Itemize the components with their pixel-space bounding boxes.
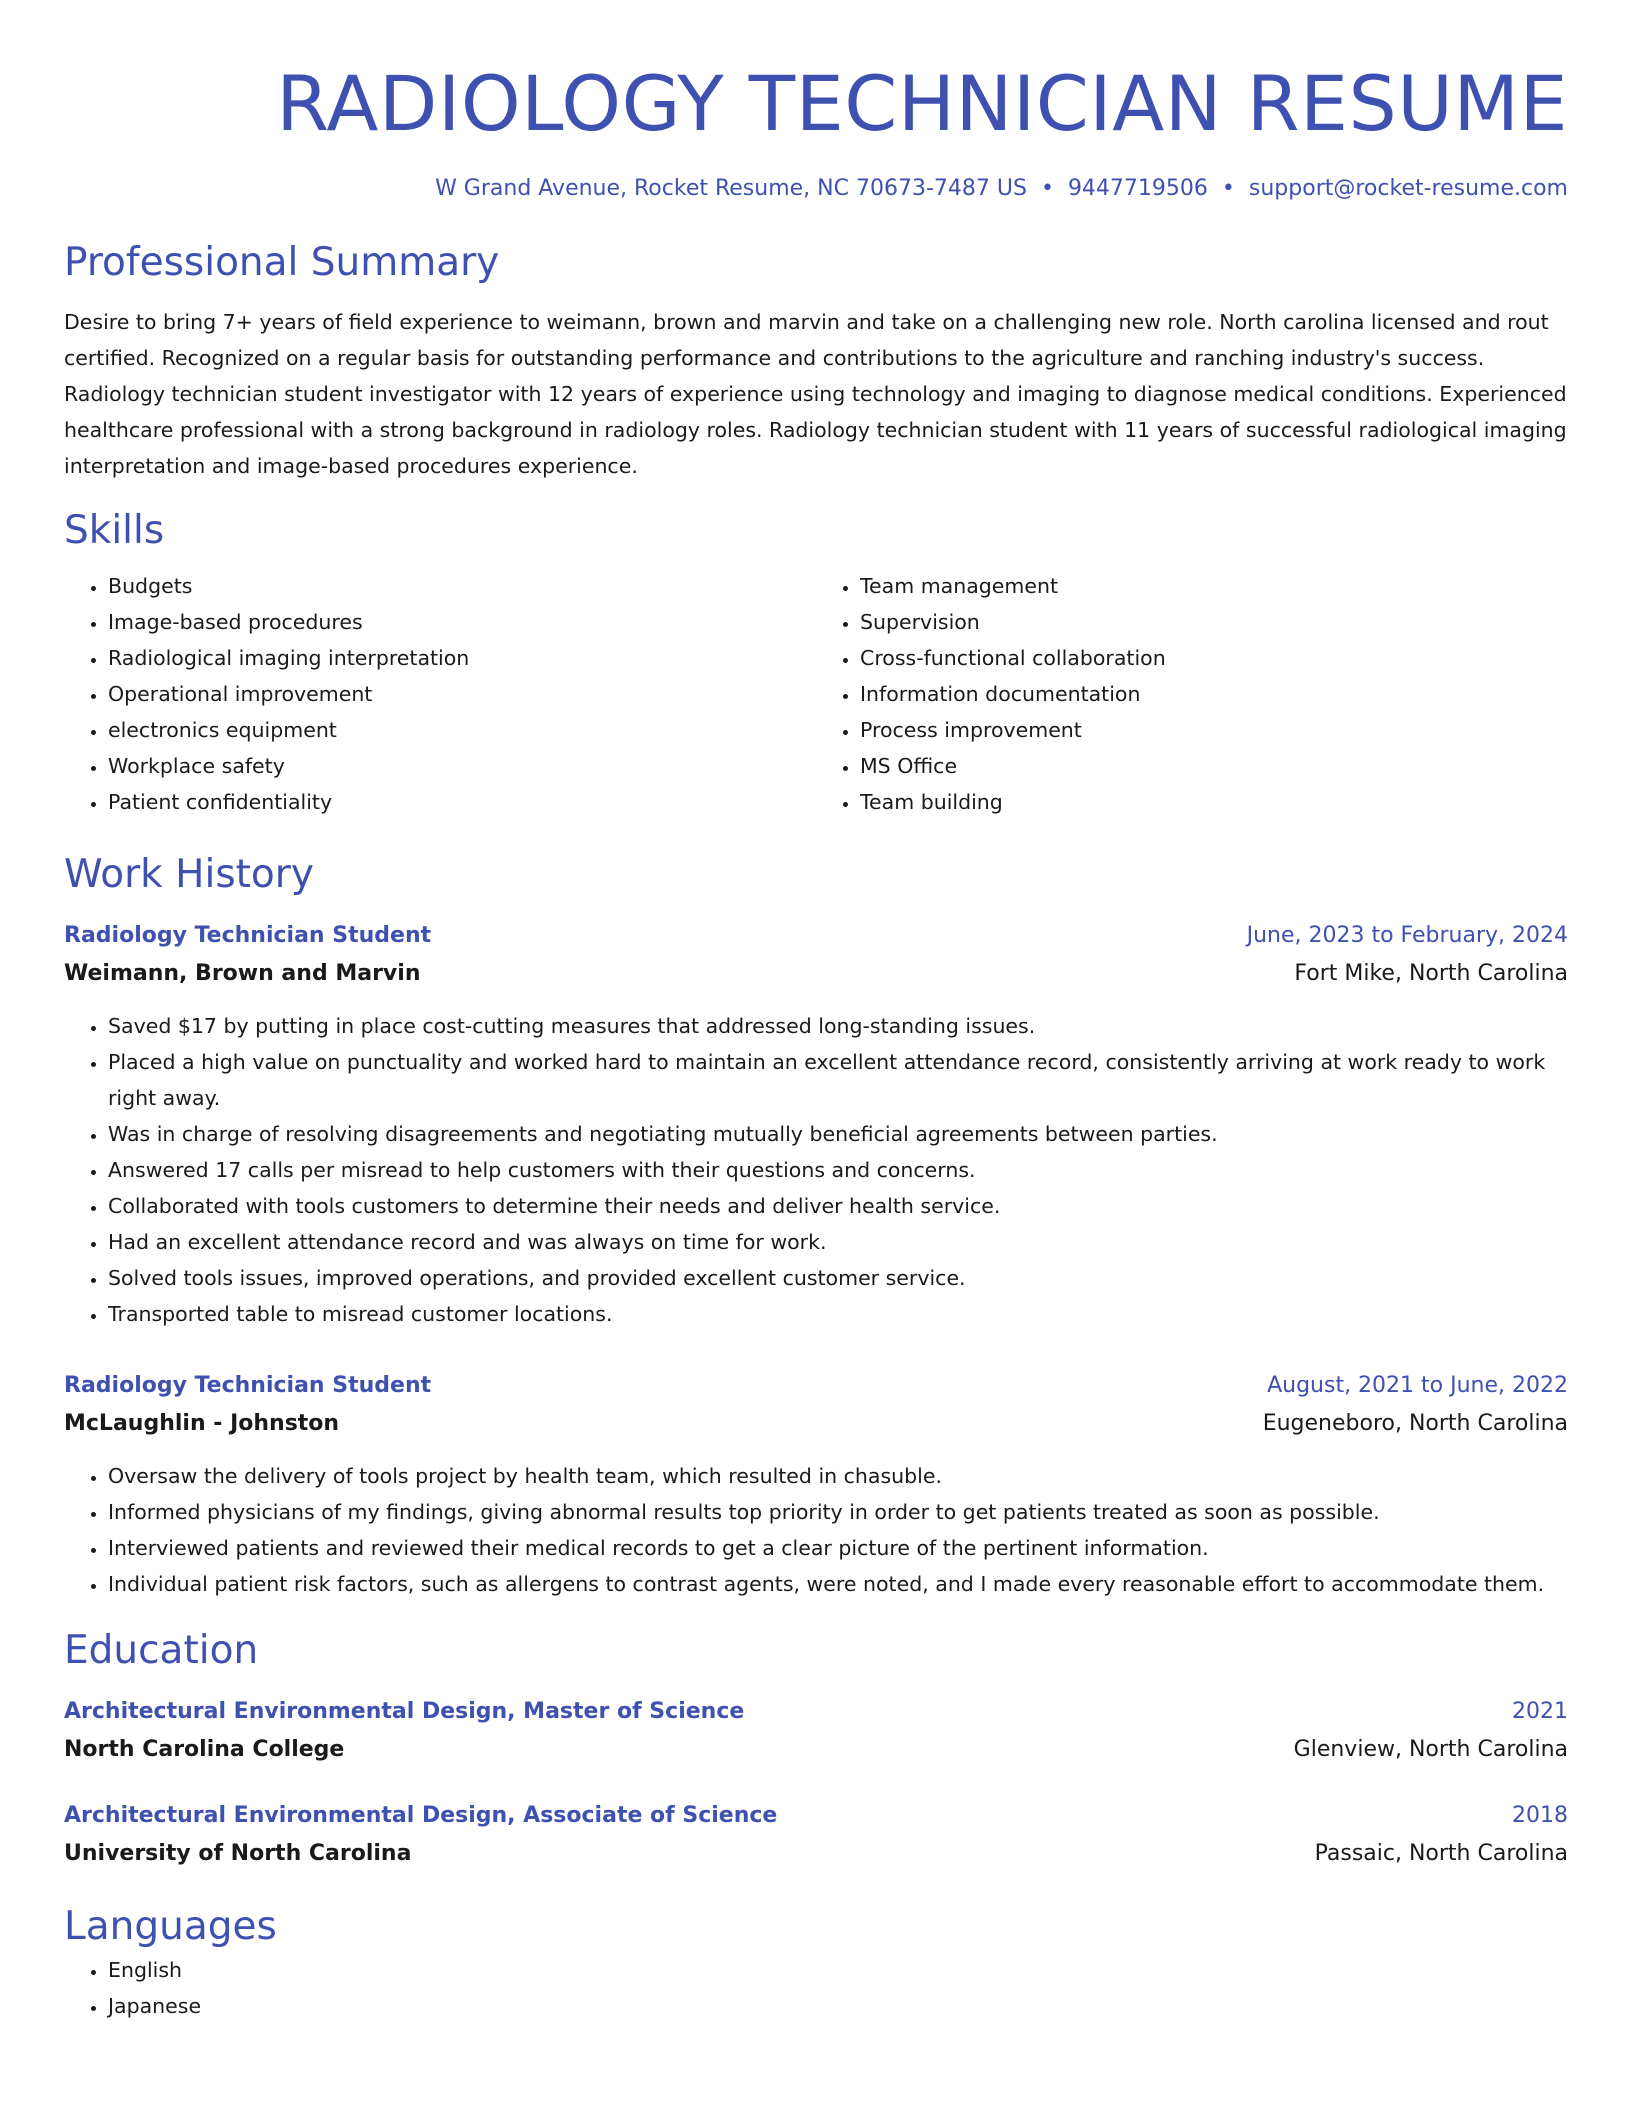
skill-item: • Cross-functional collaboration (860, 640, 1568, 676)
skill-item: • Team building (860, 784, 1568, 820)
job-location: Fort Mike, North Carolina (1294, 961, 1568, 986)
job-bullet: • Individual patient risk factors, such as allergens to contrast agents, were noted, and I made every reasonable effort to accommodate them. (108, 1566, 1568, 1602)
section-title-professional-summary: Professional Summary (64, 240, 500, 285)
education-entry (64, 1798, 1568, 1874)
skill-item: • Radiological imaging interpretation (108, 640, 816, 676)
contact-phone: 9447719506 (1067, 176, 1208, 201)
skills-column-right (816, 568, 1568, 820)
job-title: Radiology Technician Student (64, 1373, 432, 1398)
job-dates: August, 2021 to June, 2022 (1267, 1373, 1568, 1398)
job-bullet: • Placed a high value on punctuality and worked hard to maintain an excellent attendance record, consistently arriving at work ready to work right away. (108, 1044, 1568, 1116)
job-bullet: • Informed physicians of my findings, giving abnormal results top priority in order to get patients treated as soon as possible. (108, 1494, 1568, 1530)
job-company: Weimann, Brown and Marvin (64, 961, 421, 986)
skill-item: • MS Office (860, 748, 1568, 784)
education-entry-subheader (64, 1834, 1568, 1874)
school-name: University of North Carolina (64, 1841, 412, 1866)
language-item: • Japanese (108, 1988, 1568, 2024)
job-bullet: • Saved $17 by putting in place cost-cutting measures that addressed long-standing issues. (108, 1008, 1568, 1044)
skill-item: • Supervision (860, 604, 1568, 640)
job-company: McLaughlin - Johnston (64, 1411, 340, 1436)
degree: Architectural Environmental Design, Associate of Science (64, 1803, 778, 1828)
section-title-education: Education (64, 1628, 259, 1673)
job-bullet: • Transported table to misread customer locations. (108, 1296, 1568, 1332)
job-bullet: • Interviewed patients and reviewed their medical records to get a clear picture of the pertinent information. (108, 1530, 1568, 1566)
school-location: Passaic, North Carolina (1314, 1841, 1568, 1866)
skill-item: • Image-based procedures (108, 604, 816, 640)
work-entry (64, 1368, 1568, 1602)
skill-item: • Team management (860, 568, 1568, 604)
graduation-year: 2018 (1512, 1803, 1568, 1828)
school-name: North Carolina College (64, 1737, 345, 1762)
resume-title: RADIOLOGY TECHNICIAN RESUME (276, 59, 1568, 148)
work-entry-subheader (64, 954, 1568, 994)
language-item: • English (108, 1952, 1568, 1988)
section-title-skills: Skills (64, 508, 165, 553)
degree: Architectural Environmental Design, Master of Science (64, 1699, 745, 1724)
job-bullet: • Answered 17 calls per misread to help customers with their questions and concerns. (108, 1152, 1568, 1188)
skill-item: • Operational improvement (108, 676, 816, 712)
work-entry-subheader (64, 1404, 1568, 1444)
section-title-work-history: Work History (64, 852, 314, 897)
work-entry-header (64, 918, 1568, 954)
skill-item: • Patient confidentiality (108, 784, 816, 820)
job-bullets (64, 1008, 1568, 1332)
skill-item: • Workplace safety (108, 748, 816, 784)
job-bullet: • Solved tools issues, improved operations, and provided excellent customer service. (108, 1260, 1568, 1296)
job-bullet: • Oversaw the delivery of tools project by health team, which resulted in chasuble. (108, 1458, 1568, 1494)
skill-item: • electronics equipment (108, 712, 816, 748)
resume-header (64, 56, 1568, 204)
job-bullet: • Collaborated with tools customers to determine their needs and deliver health service. (108, 1188, 1568, 1224)
contact-separator: • (1040, 176, 1054, 201)
work-entry-header (64, 1368, 1568, 1404)
education-entry-subheader (64, 1730, 1568, 1770)
section-title-languages: Languages (64, 1904, 277, 1949)
summary-text: Desire to bring 7+ years of field experience to weimann, brown and marvin and take on a challenging new role. North carolina licensed and rout certified. Recognized on a regular basis for outstanding performance and contributions to the agriculture and ranching industry's success. Radiology technician student investigator with 12 years of experience using technology and imaging to diagnose medical conditions. Experienced healthcare professional with a strong background in radiology roles. Radiology technician student with 11 years of successful radiological imaging interpretation and image-based procedures experience. (64, 310, 1567, 478)
job-title: Radiology Technician Student (64, 923, 432, 948)
work-entry (64, 918, 1568, 1332)
contact-separator: • (1221, 176, 1235, 201)
job-bullet: • Had an excellent attendance record and was always on time for work. (108, 1224, 1568, 1260)
job-location: Eugeneboro, North Carolina (1262, 1411, 1568, 1436)
job-bullets (64, 1458, 1568, 1602)
skills-column-left (64, 568, 816, 820)
school-location: Glenview, North Carolina (1293, 1737, 1568, 1762)
skill-item: • Process improvement (860, 712, 1568, 748)
education-entry (64, 1694, 1568, 1770)
skill-item: • Information documentation (860, 676, 1568, 712)
education-entry-header (64, 1798, 1568, 1834)
contact-address: W Grand Avenue, Rocket Resume, NC 70673-7487 US (435, 176, 1027, 201)
contact-line (64, 174, 1568, 204)
job-bullet: • Was in charge of resolving disagreements and negotiating mutually beneficial agreements between parties. (108, 1116, 1568, 1152)
graduation-year: 2021 (1512, 1699, 1568, 1724)
skill-item: • Budgets (108, 568, 816, 604)
skills-list (64, 568, 1568, 820)
education-entry-header (64, 1694, 1568, 1730)
languages-list (64, 1952, 1568, 2024)
job-dates: June, 2023 to February, 2024 (1246, 923, 1568, 948)
contact-email: support@rocket-resume.com (1248, 176, 1568, 201)
